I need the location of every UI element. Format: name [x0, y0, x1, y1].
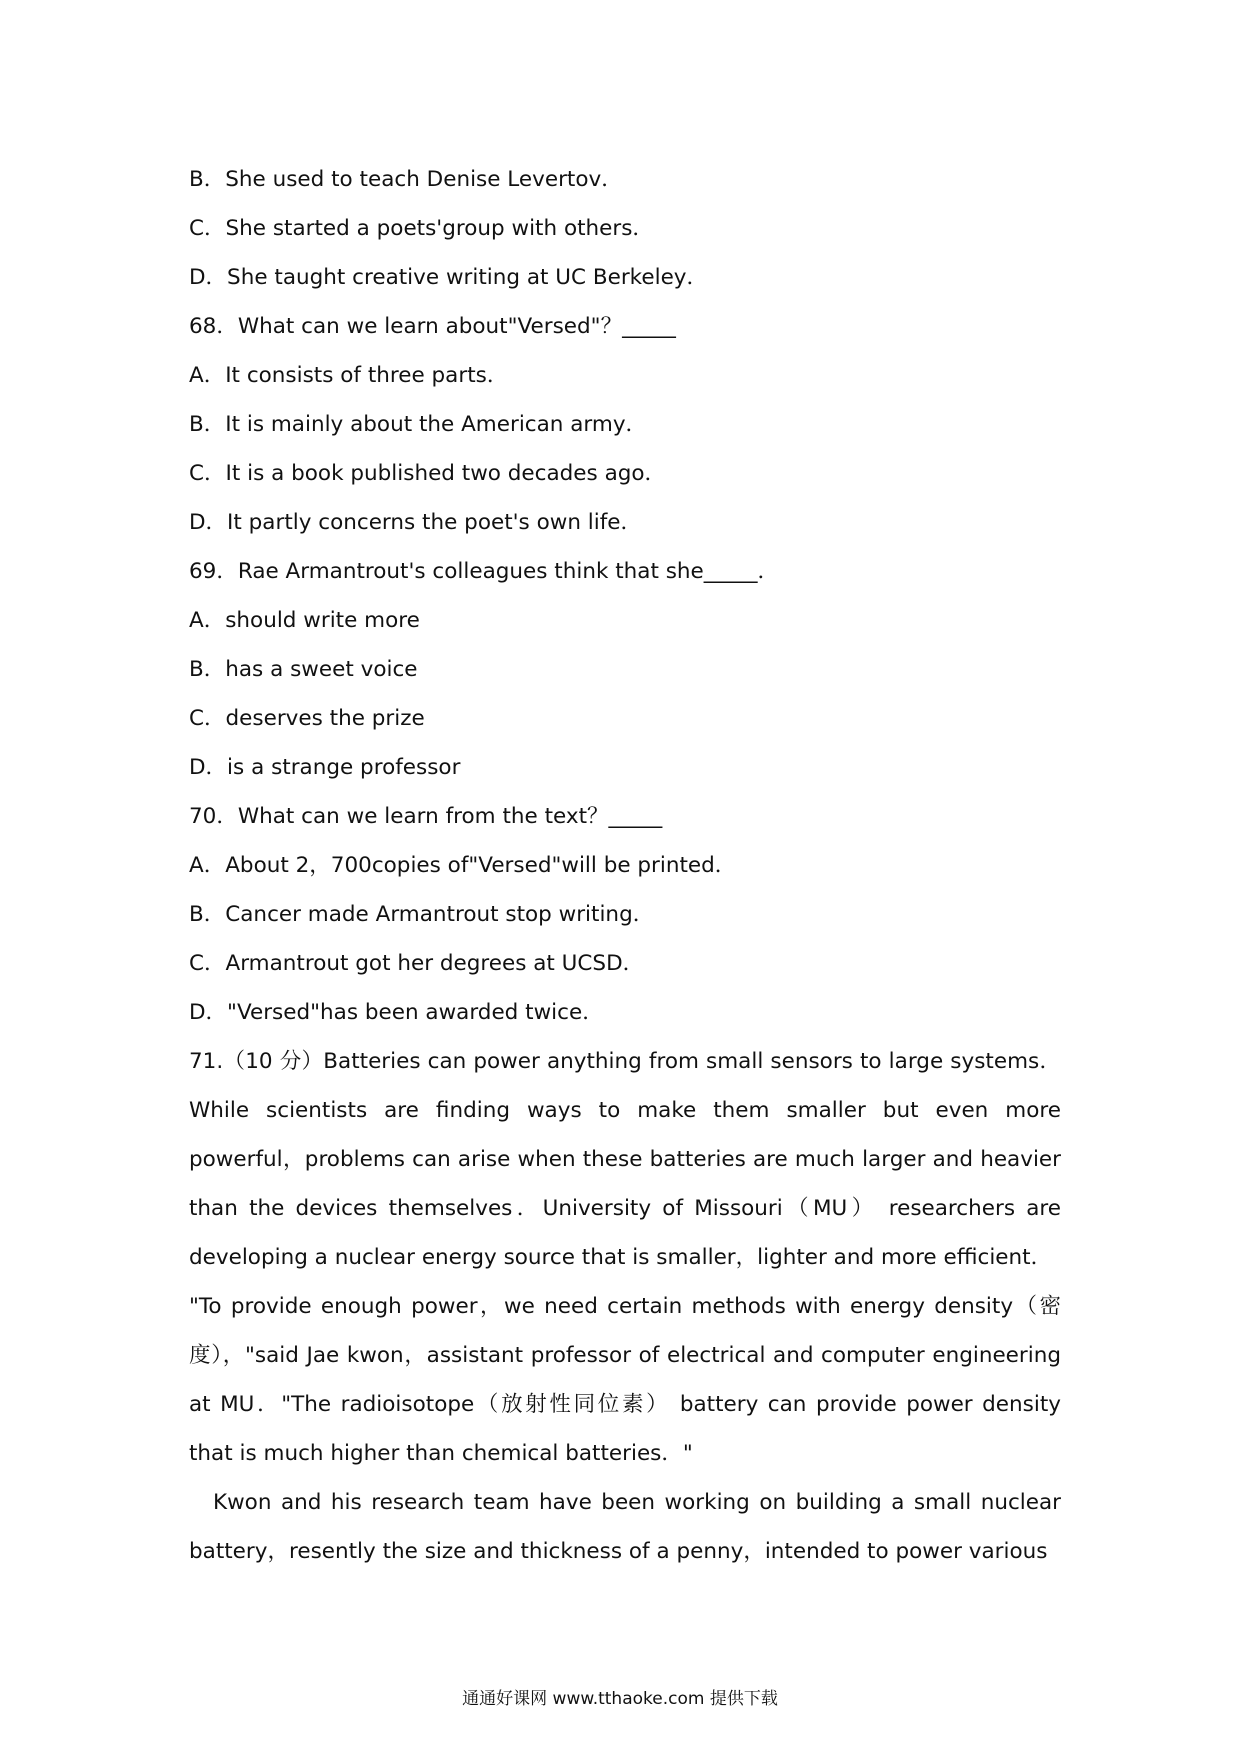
q69-option-d: D．is a strange professor: [189, 755, 461, 780]
q69-option-a: A．should write more: [189, 608, 420, 633]
question-69: 69．Rae Armantrout's colleagues think that she_____．: [189, 559, 780, 584]
q68-option-a: A．It consists of three parts．: [189, 363, 509, 388]
q67-option-b: B．She used to teach Denise Levertov．: [189, 167, 623, 192]
q68-option-c: C．It is a book published two decades ago．: [189, 461, 667, 486]
q67-option-c: C．She started a poets'group with others．: [189, 216, 654, 241]
q70-option-a: A．About 2，700copies of"Versed"will be printed．: [189, 853, 737, 878]
question-70: 70．What can we learn from the text？_____: [189, 804, 663, 829]
passage-71-paragraph-1: 71.（10 分）Batteries can power anything from small sensors to large systems．While scientists are finding ways to make them smaller but even more powerful，problems can arise when these batteries are much larger and heavier than the devices themselves．University of Missouri（MU） researchers are developing a nuclear energy source that is smaller，lighter and more efficient．: [189, 1049, 1061, 1270]
q70-option-b: B．Cancer made Armantrout stop writing．: [189, 902, 655, 927]
passage-71-paragraph-3: Kwon and his research team have been working on building a small nuclear battery，resently the size and thickness of a penny，intended to power various: [189, 1490, 1061, 1564]
q69-option-c: C．deserves the prize: [189, 706, 425, 731]
passage-71-paragraph-2: "To provide enough power，we need certain methods with energy density（密度），"said Jae kwon，assistant professor of electrical and computer engineering at MU．"The radioisotope（放射性同位素） battery can provide power density that is much higher than chemical batteries．": [189, 1294, 1061, 1466]
q67-option-d: D．She taught creative writing at UC Berkeley．: [189, 265, 709, 290]
q70-option-c: C．Armantrout got her degrees at UCSD．: [189, 951, 645, 976]
q70-option-d: D．"Versed"has been awarded twice．: [189, 1000, 604, 1025]
page-footer: 通通好课网 www.tthaoke.com 提供下载: [462, 1689, 778, 1709]
question-68: 68．What can we learn about"Versed"？_____: [189, 314, 676, 339]
q69-option-b: B．has a sweet voice: [189, 657, 418, 682]
q68-option-d: D．It partly concerns the poet's own life．: [189, 510, 643, 535]
q68-option-b: B．It is mainly about the American army．: [189, 412, 648, 437]
document-body: [189, 155, 1061, 1576]
